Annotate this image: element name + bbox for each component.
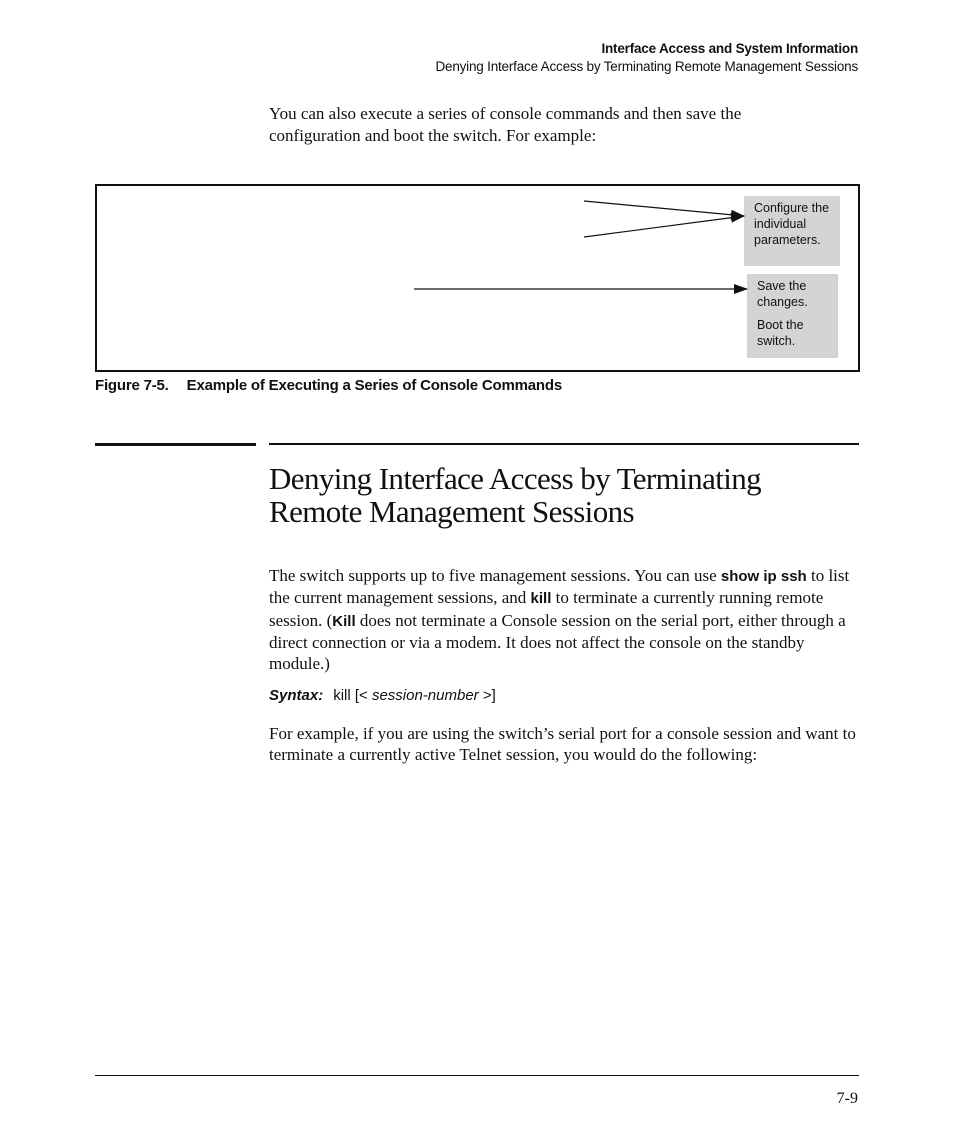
footer-rule xyxy=(95,1075,859,1076)
command-kill: kill xyxy=(530,590,552,608)
text-run: to list the current management sessions, and xyxy=(269,566,850,608)
figure-caption-number: Figure 7-5. xyxy=(95,377,169,394)
syntax-command: kill [< xyxy=(333,687,368,704)
callout-save-boot xyxy=(747,274,838,358)
sessions-paragraph xyxy=(269,565,859,674)
syntax-label: Syntax: xyxy=(269,687,324,704)
section-heading-line2: Remote Management Sessions xyxy=(269,494,634,529)
syntax-argument: session-number xyxy=(367,687,483,704)
running-header-section-title: Denying Interface Access by Terminating Remote Management Sessions xyxy=(435,59,858,74)
section-heading-line1: Denying Interface Access by Terminating xyxy=(269,461,762,496)
figure-caption-text: Example of Executing a Series of Console Commands xyxy=(186,377,562,394)
text-run: to terminate a currently running remote session. ( xyxy=(269,588,824,630)
section-rule-left xyxy=(95,443,256,446)
running-header-chapter-title: Interface Access and System Information xyxy=(601,41,858,56)
text-run: The switch supports up to five management sessions. You can use xyxy=(269,566,721,585)
syntax-close: >] xyxy=(482,687,496,704)
section-heading xyxy=(269,462,869,528)
text-run: does not terminate a Console session on the serial port, either through a direct connection or via a modem. It does not affect the console on the standby module.) xyxy=(269,610,846,674)
command-kill-capitalized: Kill xyxy=(332,612,356,630)
callout-boot-text: Boot the switch. xyxy=(757,318,804,348)
intro-paragraph: You can also execute a series of console commands and then save the configuration and boot the switch. For example: xyxy=(269,104,742,145)
figure-caption xyxy=(95,377,562,394)
callout-configure xyxy=(744,196,840,266)
command-show-ip-ssh: show ip ssh xyxy=(720,568,807,585)
section-rule-right xyxy=(269,443,859,445)
callout-configure-text: Configure the individual parameters. xyxy=(754,201,830,247)
syntax-line xyxy=(269,687,496,704)
callout-save-text: Save the changes. xyxy=(757,279,808,309)
page-number: 7-9 xyxy=(836,1090,858,1107)
example-paragraph: For example, if you are using the switch’s serial port for a console session and want to terminate a currently active Telnet session, you would do the following: xyxy=(269,724,856,765)
